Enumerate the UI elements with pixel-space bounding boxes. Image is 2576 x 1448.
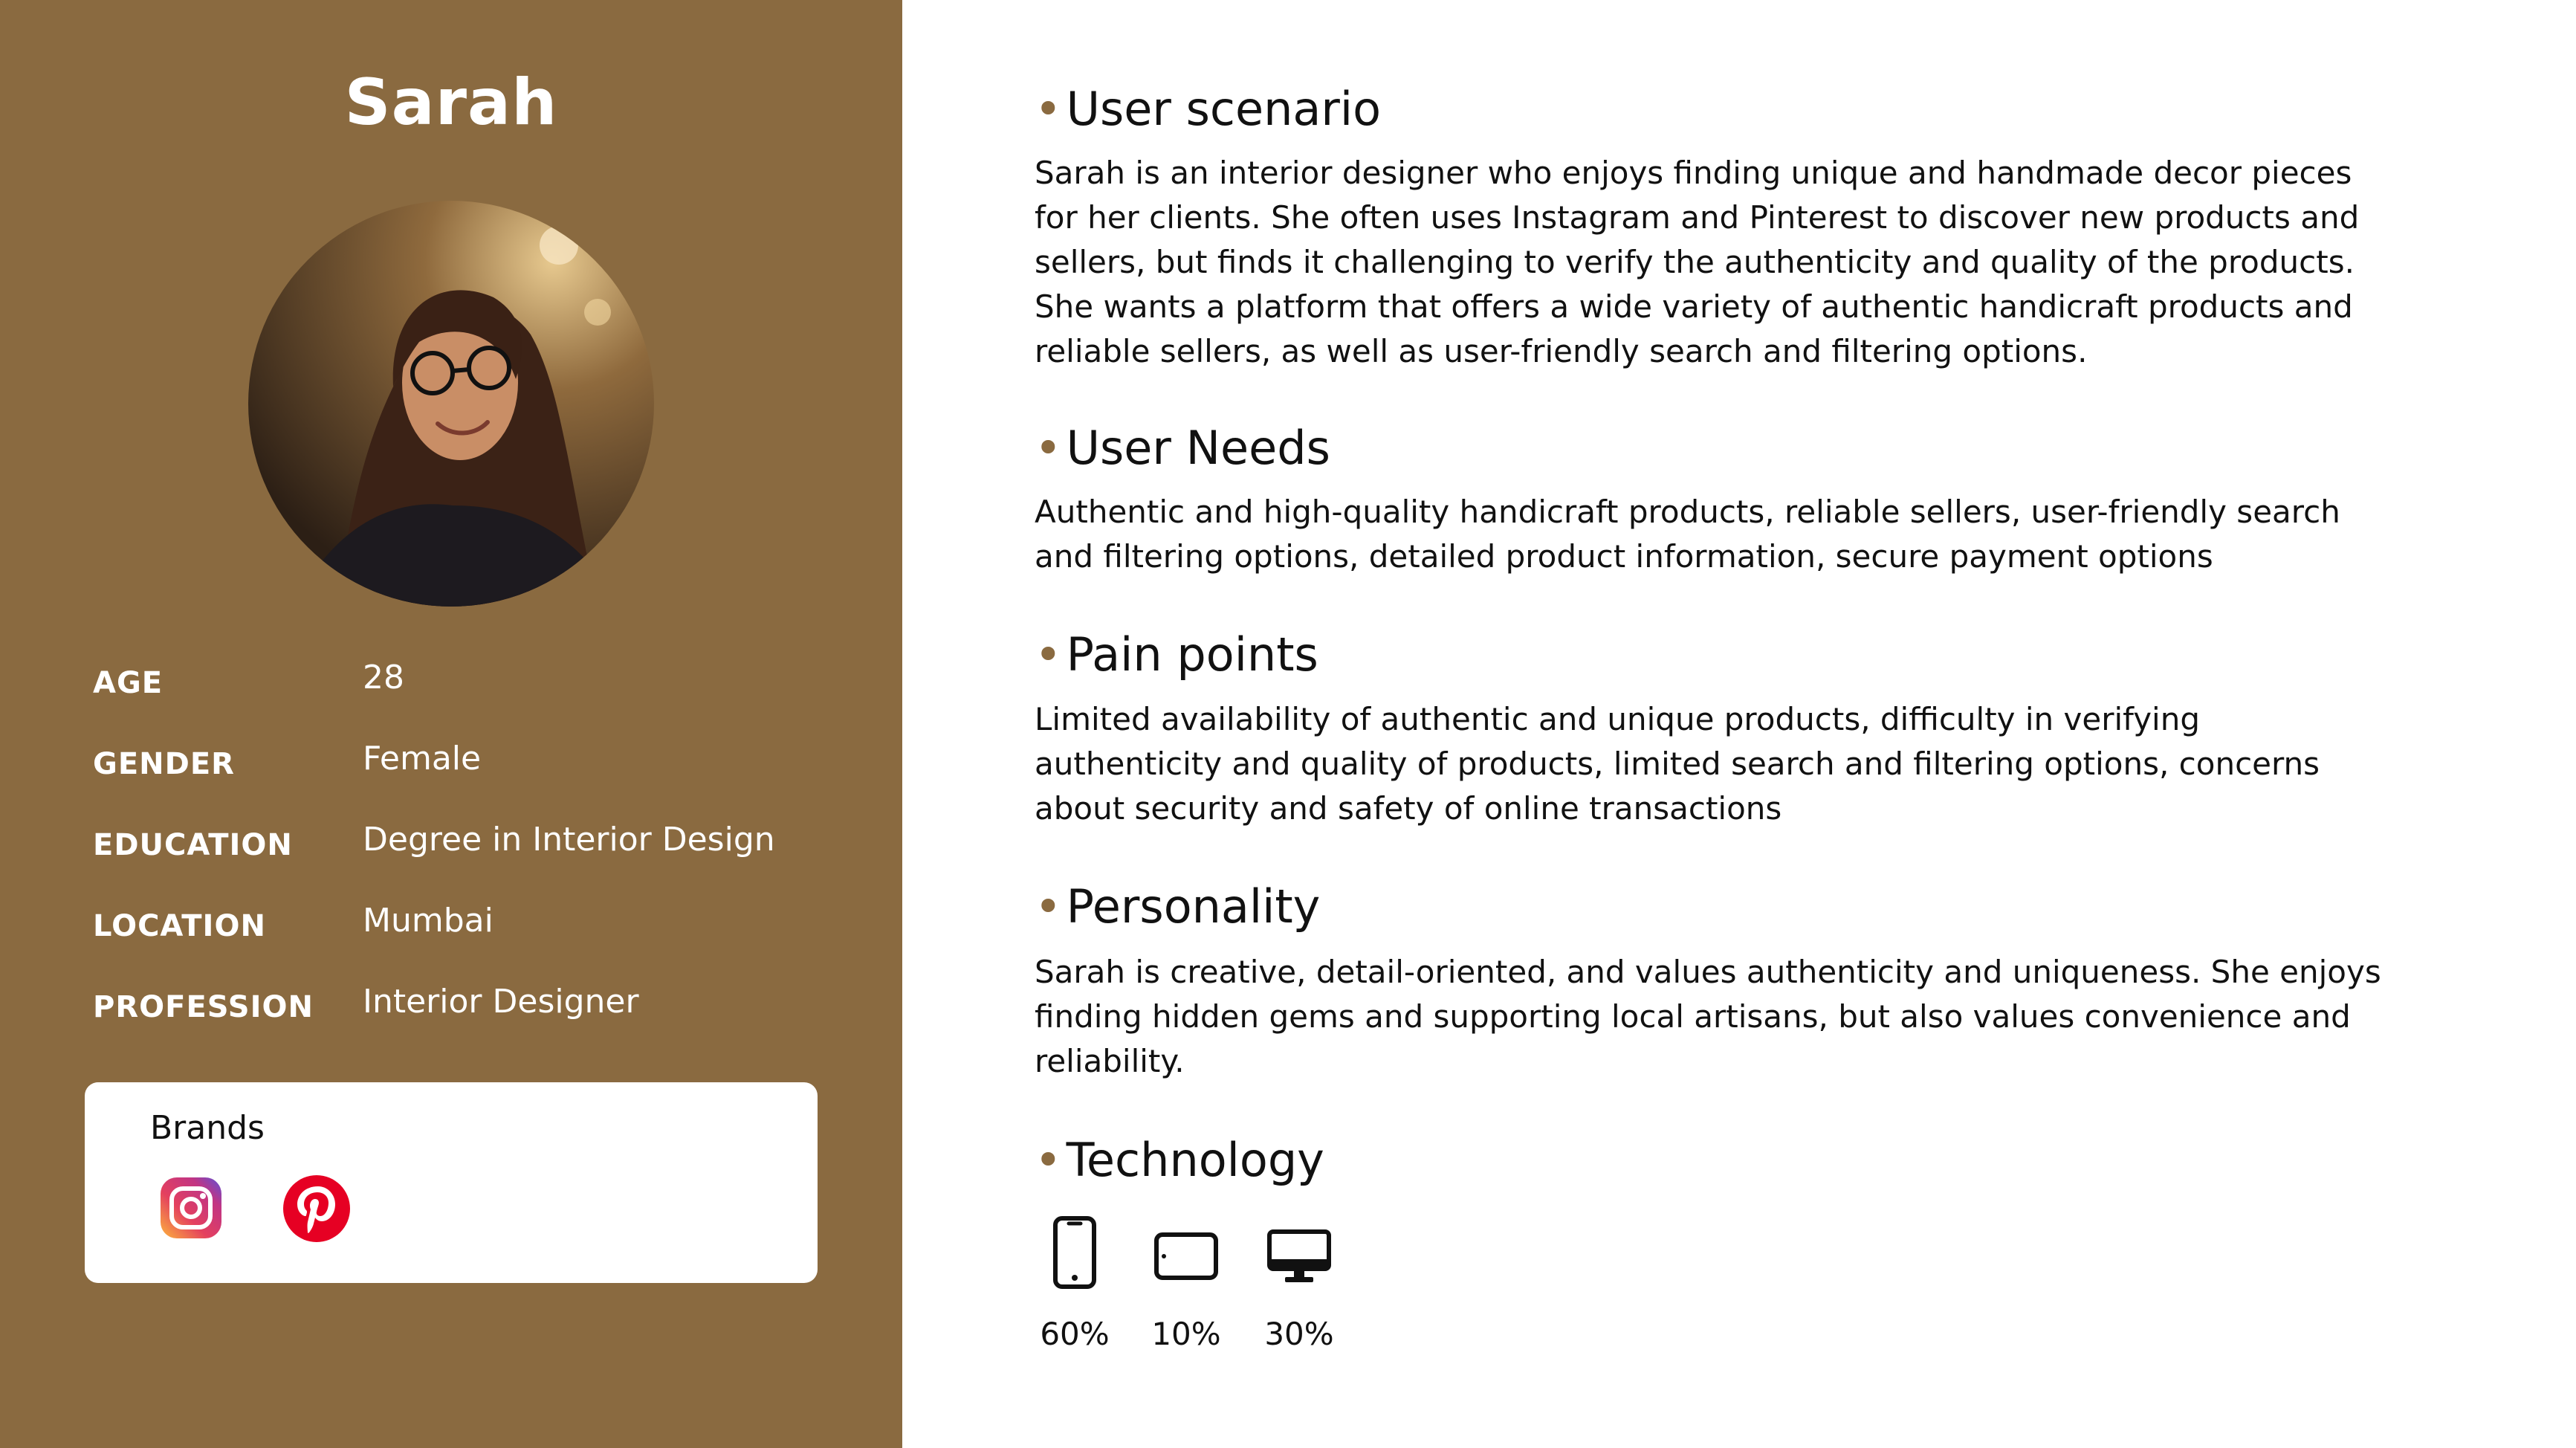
- smartphone-device: [1030, 1216, 1119, 1298]
- age-label: AGE: [93, 666, 164, 700]
- persona-name: Sarah: [344, 65, 558, 140]
- education-value: Degree in Interior Design: [363, 821, 775, 859]
- age-value: 28: [363, 659, 404, 696]
- persona-sidebar: [0, 0, 902, 1448]
- section-title-user-needs: •User Needs: [1035, 421, 1330, 475]
- smartphone-percent: 60%: [1040, 1316, 1110, 1352]
- location-value: Mumbai: [363, 902, 493, 940]
- section-body-user-scenario: Sarah is an interior designer who enjoys finding unique and handmade decor pieces for her clients. She often uses Instagram and Pinterest to discover new products and sellers, but finds it challenging to verify the authenticity and quality of the products. She wants a platform that offers a wide variety of authentic handicraft products and reliable sellers, as well as user-friendly search and filtering options.: [1035, 155, 2360, 369]
- profession-label: PROFESSION: [93, 990, 314, 1024]
- location-label: LOCATION: [93, 909, 266, 943]
- gender-value: Female: [363, 740, 482, 778]
- bullet-icon: •: [1035, 421, 1062, 475]
- section-title-user-scenario: •User scenario: [1035, 82, 1382, 136]
- instagram-icon[interactable]: [159, 1176, 223, 1240]
- pinterest-icon[interactable]: [282, 1174, 351, 1243]
- bullet-icon: •: [1035, 1133, 1062, 1187]
- bullet-icon: •: [1035, 627, 1062, 682]
- section-body-pain-points: Limited availability of authentic and unique products, difficulty in verifying authenticity and quality of products, limited search and filtering options, concerns about security and safety of online transactions: [1035, 701, 2320, 827]
- desktop-percent: 30%: [1264, 1316, 1334, 1352]
- avatar: [248, 201, 654, 607]
- tablet-device: [1142, 1216, 1231, 1298]
- desktop-icon: [1267, 1229, 1331, 1284]
- tablet-icon: [1154, 1232, 1218, 1280]
- tablet-percent: 10%: [1151, 1316, 1221, 1352]
- brands-title: Brands: [150, 1109, 265, 1147]
- bullet-icon: •: [1035, 82, 1062, 136]
- profession-value: Interior Designer: [363, 983, 639, 1021]
- section-title-pain-points: •Pain points: [1035, 627, 1318, 682]
- avatar-portrait: [248, 201, 654, 607]
- section-body-personality: Sarah is creative, detail-oriented, and values authenticity and uniqueness. She enjoys finding hidden gems and supporting local artisans, but also values convenience and reliability.: [1035, 954, 2381, 1079]
- gender-label: GENDER: [93, 747, 235, 781]
- section-title-technology: •Technology: [1035, 1133, 1324, 1187]
- education-label: EDUCATION: [93, 828, 293, 862]
- desktop-device: [1255, 1216, 1344, 1298]
- bullet-icon: •: [1035, 879, 1062, 934]
- section-title-personality: •Personality: [1035, 879, 1321, 934]
- brands-card: [85, 1082, 818, 1283]
- section-body-user-needs: Authentic and high-quality handicraft products, reliable sellers, user-friendly search and filtering options, detailed product information, secure payment options: [1035, 494, 2340, 575]
- smartphone-icon: [1052, 1216, 1097, 1289]
